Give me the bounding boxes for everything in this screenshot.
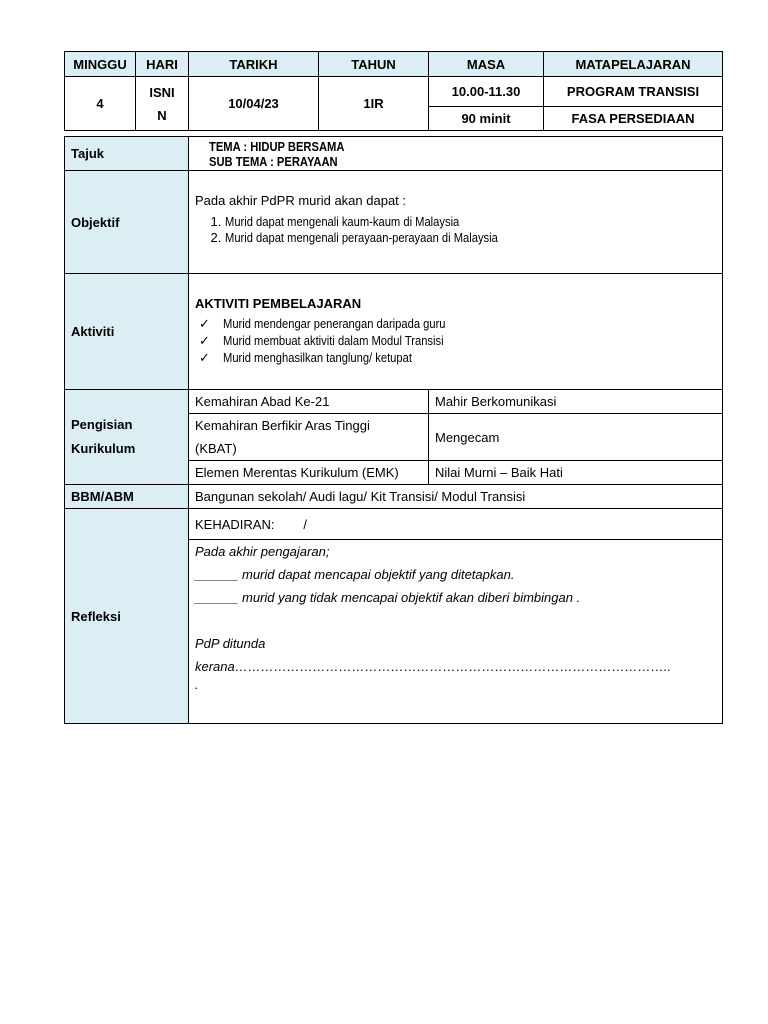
lesson-body-table [64, 136, 723, 724]
bbm-label: BBM/ABM [65, 485, 189, 509]
refleksi-line6: . [195, 677, 199, 692]
minggu-value: 4 [65, 77, 136, 131]
list-item: ✓ Murid menghasilkan tanglung/ ketupat [199, 350, 412, 365]
check-icon: ✓ [199, 316, 210, 331]
hari-value [136, 77, 189, 131]
aktiviti-heading: AKTIVITI PEMBELAJARAN [195, 296, 362, 311]
objektif-content [189, 171, 723, 274]
pengisian-right-3: Nilai Murni – Baik Hati [429, 461, 723, 485]
objektif-list [195, 214, 716, 246]
tarikh-value: 10/04/23 [189, 77, 319, 131]
masa-duration: 90 minit [429, 107, 544, 131]
lesson-header-table [64, 51, 723, 131]
aktiviti-list [195, 315, 716, 366]
hari-line1: ISNI [149, 84, 175, 100]
pengisian-left-3: Elemen Merentas Kurikulum (EMK) [189, 461, 429, 485]
header-minggu: MINGGU [65, 52, 136, 77]
list-item: ✓ Murid mendengar penerangan daripada guru [199, 316, 446, 331]
pengisian-left-1: Kemahiran Abad Ke-21 [189, 390, 429, 414]
tema-text: TEMA : HIDUP BERSAMA [209, 138, 345, 154]
kehadiran-text: KEHADIRAN: / [189, 509, 723, 540]
pengisian-label: Pengisian Kurikulum [65, 390, 189, 485]
refleksi-content [189, 540, 723, 724]
masa-time: 10.00-11.30 [429, 77, 544, 107]
header-hari: HARI [136, 52, 189, 77]
refleksi-line2: ______ murid dapat mencapai objektif yang ditetapkan. [195, 567, 515, 582]
tajuk-label: Tajuk [65, 137, 189, 171]
pengisian-right-2: Mengecam [429, 414, 723, 461]
refleksi-line5: kerana……………………………………………………………………………………….. [195, 659, 671, 674]
list-item: 1. Murid dapat mengenali kaum-kaum di Malaysia [225, 214, 716, 230]
header-tarikh: TARIKH [189, 52, 319, 77]
pengisian-right-1: Mahir Berkomunikasi [429, 390, 723, 414]
check-icon: ✓ [199, 350, 210, 365]
tajuk-content [189, 137, 723, 171]
list-item: 2. Murid dapat mengenali perayaan-perayaan di Malaysia [225, 230, 716, 246]
hari-line2: N [157, 107, 167, 123]
header-matapelajaran: MATAPELAJARAN [544, 52, 723, 77]
header-tahun: TAHUN [319, 52, 429, 77]
list-item: ✓ Murid membuat aktiviti dalam Modul Transisi [199, 333, 444, 348]
tahun-value: 1IR [319, 77, 429, 131]
subject-value: PROGRAM TRANSISI [544, 77, 723, 107]
bbm-value: Bangunan sekolah/ Audi lagu/ Kit Transisi/ Modul Transisi [189, 485, 723, 509]
objektif-intro: Pada akhir PdPR murid akan dapat : [195, 193, 407, 208]
objektif-label: Objektif [65, 171, 189, 274]
refleksi-label: Refleksi [65, 509, 189, 724]
refleksi-line3: ______ murid yang tidak mencapai objektif akan diberi bimbingan . [195, 590, 581, 605]
sub-tema-text: SUB TEMA : PERAYAAN [209, 153, 338, 169]
pengisian-left-2: Kemahiran Berfikir Aras Tinggi (KBAT) [189, 414, 429, 461]
aktiviti-content [189, 274, 723, 390]
refleksi-line1: Pada akhir pengajaran; [195, 544, 330, 559]
phase-value: FASA PERSEDIAAN [544, 107, 723, 131]
refleksi-line4: PdP ditunda [195, 636, 266, 651]
check-icon: ✓ [199, 333, 210, 348]
aktiviti-label: Aktiviti [65, 274, 189, 390]
header-masa: MASA [429, 52, 544, 77]
